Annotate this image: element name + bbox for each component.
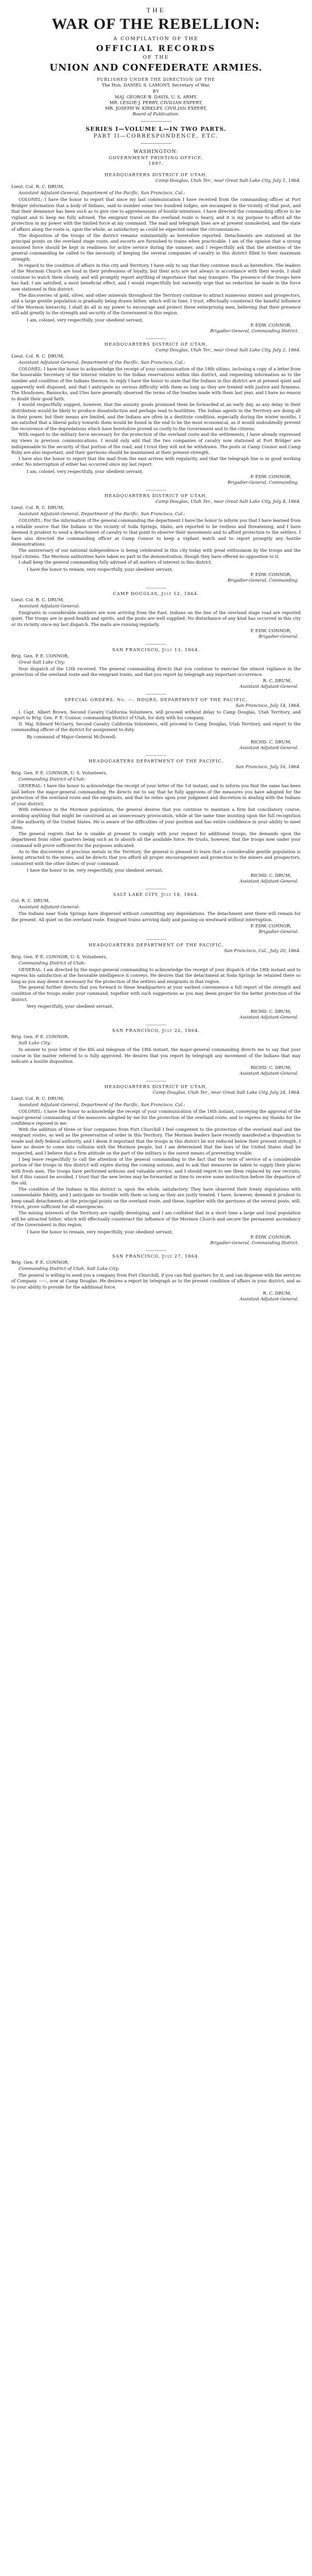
title-main: WAR OF THE REBELLION: [51, 15, 261, 32]
letter-addressee-title: Assistant Adjutant-General: [19, 603, 80, 609]
letter-paragraph: I. Capt. Albert Brown, Second Cavalry California Volunteers, will proceed without delay to Camp Douglas, Utah Territory, and report to Brig. Gen. P. E. Connor, commanding District of Utah, for duty with his company. [11, 709, 301, 721]
letter-dateline: San Francisco, July 16, 1864. [235, 765, 301, 770]
documents-container [11, 173, 301, 1301]
letter-paragraph: COLONEL: I have the honor to acknowledge the receipt of your communication of the 16th instant, conveying the approval of the major-general commanding of the measures adopted by me for the protection of the overland route, and to express my thanks for the confidence reposed in me. [11, 1108, 301, 1126]
letter-heading: CAMP DOUGLAS, July 12, 1864. [113, 591, 199, 597]
letter-addressee-title: Commanding District of Utah: [19, 777, 85, 783]
title-davis: MAJ. GEORGE B. DAVIS, U. S. ARMY, [114, 95, 198, 100]
letter-signature-title: Assistant Adjutant-General. [239, 1070, 299, 1076]
letter-paragraph: GENERAL: I have the honor to acknowledge the receipt of your letter of the 1st instant, and to inform you that the same has been laid before the major-general commanding. He directs me to say that he fully approves of the measures you have adopted for the protection of the overland route and the emigrants, and that he relies upon your judgment and discretion in dealing with the Indians of your district. [11, 783, 301, 806]
title-divider-2 [141, 143, 171, 144]
letter-paragraph: The Indians near Soda Springs have dispersed without committing any depredations. The detachment sent there will remain for the present. All quiet on the overland route. Emigrant trains arriving daily and passing on westward without interruption. [11, 911, 301, 922]
letter-heading: HEADQUARTERS DEPARTMENT OF THE PACIFIC, [88, 759, 224, 765]
letter-paragraph: The general regrets that he is unable at present to comply with your request for additional troops, the demands upon the department from other quarters being such as to absorb all the available force. He trusts, however, that the troops now under your command will prove sufficient for the purposes indicated. [11, 831, 301, 848]
letter-closing: I am, colonel, very respectfully, your obedient servant, [27, 317, 144, 323]
letter-addressee: Lieut. Col. R. C. DRUM, [11, 184, 64, 190]
letter [11, 338, 301, 485]
letter-signature-title: Brigadier-General, Commanding District. [210, 1240, 299, 1245]
letter-signature-title: Assistant Adjutant-General. [239, 745, 299, 751]
letter-heading: HEADQUARTERS DISTRICT OF UTAH, [104, 493, 208, 499]
letter [11, 889, 301, 934]
letter-paragraph: As to the discoveries of precious metals in the Territory, the general is pleased to learn that a considerable gentile population is being attracted to the mines, and he directs that you afford all proper encouragement and protection to the miners and prospectors, consistent with the other duties of your command. [11, 849, 301, 866]
letter-addressee: Lieut. Col. R. C. DRUM, [11, 353, 64, 359]
letter-addressee: Brig. Gen. P. E. CONNOR, [11, 1260, 69, 1265]
letter-signature-title: Assistant Adjutant-General. [239, 878, 299, 884]
letter-dateline: San Francisco, July 14, 1864. [235, 703, 301, 708]
letter-addressee-title: Assistant Adjutant-General, Department of the Pacific, San Francisco, Cal.: [19, 191, 185, 196]
letter-addressee: Lieut. Col. R. C. DRUM, [11, 505, 64, 511]
title-page [11, 6, 301, 166]
letter-paragraph: I beg leave respectfully to call the attention of the general commanding to the fact that the term of service of a considerable portion of the troops in this district will expire during the coming autumn, and to ask that measures be taken to supply their places with fresh men. The troops have performed arduous and valuable service, and I should regret to see them replaced by raw recruits; but if this cannot be avoided, I trust that the new levies may be forwarded in time to receive some instruction before the departure of the old. [11, 1156, 301, 1186]
letter-signature: P. EDW. CONNOR, [250, 572, 291, 578]
letter-signature-title: Brigadier-General, Commanding District. [210, 328, 299, 333]
letter-signature-title: Assistant Adjutant-General. [239, 1296, 299, 1301]
letter-addressee-title: Assistant Adjutant-General: [19, 905, 80, 910]
letter-addressee: Brig. Gen. P. E. CONNOR, U. S. Volunteers, [11, 771, 108, 776]
letter-signature: R. C. DRUM, [263, 678, 291, 684]
letter-signature-title: Brigadier-General. [258, 633, 299, 639]
letter-heading: SALT LAKE CITY, July 18, 1864. [113, 892, 199, 898]
letter-paragraph: The discoveries of gold, silver, and other minerals throughout the Territory continue to attract numerous miners and prospectors, and a large gentile population is gradually being drawn hither, which will in time, I trust, effectually counteract the baneful influence of the Mormon hierarchy. I shall do all in my power to encourage and protect these enterprising men, believing that their presence will add greatly to the strength and security of the Government in this region. [11, 292, 301, 316]
letter-heading: HEADQUARTERS DEPARTMENT OF THE PACIFIC, [88, 942, 224, 948]
letter-heading: SAN FRANCISCO, July 27, 1864. [112, 1253, 200, 1259]
letter-closing: I have the honor to be, very respectfully, your obedient servant, [27, 868, 163, 873]
letter-separator [146, 755, 166, 756]
letter-signature: P. EDW. CONNOR, [250, 1234, 291, 1240]
letter [11, 755, 301, 884]
letter-dateline: Camp Douglas, Utah Ter., near Great Salt Lake City, July 24, 1864. [152, 1090, 301, 1095]
letter-heading: SPECIAL ORDERS, No. —. HDQRS. DEPARTMENT OF THE PACIFIC, [64, 697, 248, 703]
letter-addressee-title: Assistant Adjutant-General, Department of the Pacific, San Francisco, Cal.: [19, 1102, 185, 1108]
letter-signature: R. C. DRUM, [263, 1291, 291, 1296]
letter [11, 644, 301, 689]
letter-signature: RICHD. C. DRUM, [251, 873, 291, 879]
letter-heading: SAN FRANCISCO, July 22, 1864. [112, 1028, 200, 1034]
title-the: THE [146, 6, 166, 14]
letter-paragraph: With the addition of three or four companies from Fort Churchill I feel competent to the protection of the overland mail and the emigrant routes, as well as the preservation of order in this Territory. The Mormon leaders have recently manifested a disposition to evade and defy federal authority, and I deem it important that the troops in this district be not reduced below their present strength. I have no desire to come into collision with the Mormon people, but I am determined that the laws of the United States shall be respected, and I believe that a firm attitude on the part of the military is the surest means of preventing trouble. [11, 1126, 301, 1156]
letter-closing: I have the honor to remain, very respectfully, your obedient servant, [27, 566, 174, 572]
letter-addressee: Lieut. Col. R. C. DRUM, [11, 1096, 64, 1101]
letter-closing: By command of Major-General McDowell: [27, 734, 117, 740]
letter-paragraph: With regard to the military force necessary for the protection of the overland route and the settlements, I have already expressed my views in previous communications. I would only add that the two companies of cavalry now stationed at Fort Bridger are indispensable to the security of that portion of the road, and I trust they will not be withdrawn. The posts at Camp Connor and Camp Ruby are also important, and their garrisons should be maintained at their present strength. [11, 432, 301, 455]
letter-addressee-title: Assistant Adjutant-General, Department of the Pacific, San Francisco, Cal.: [19, 511, 185, 517]
letter-paragraph: The condition of the Indians in this district is, upon the whole, satisfactory. They have observed their treaty stipulations with commendable fidelity, and I anticipate no trouble with them so long as they are justly treated. I have, however, deemed it prudent to keep small detachments at the principal points on the overland route, and these, together with the garrisons at the several posts, will, I trust, prove sufficient for all emergencies. [11, 1186, 301, 1210]
letter-paragraph: The anniversary of our national independence is being celebrated in this city today with great enthusiasm by the troops and the loyal citizens. The Mormon authorities have taken no part in the demonstration, though they have offered no opposition to it. [11, 547, 301, 559]
letter-closing: I have the honor to remain, very respectfully, your obedient servant, [27, 1229, 174, 1234]
letter-separator [146, 644, 166, 645]
letter-signature-title: Assistant Adjutant-General. [239, 1014, 299, 1020]
letter-paragraph: I have also the honor to report that the mail from the east arrives with regularity, and that the telegraph line is in good working order. No interruption of either has occurred since my last report. [11, 455, 301, 467]
title-official: OFFICIAL RECORDS [96, 43, 216, 53]
letter-dateline: San Francisco, Cal., July 20, 1864. [224, 948, 301, 954]
letter-closing: I am, colonel, very respectfully, your obedient servant, [27, 468, 144, 474]
letter-dateline: Camp Douglas, Utah Ter., near Great Salt Lake City, July 1, 1864. [155, 178, 301, 183]
letter [11, 1250, 301, 1301]
letter-addressee-title: Commanding District of Utah, Salt Lake City: [19, 1266, 120, 1272]
title-of-the: OF THE [143, 55, 169, 60]
letter [11, 490, 301, 583]
letter-signature: P. EDW. CONNOR, [250, 474, 291, 480]
title-armies: UNION AND CONFEDERATE ARMIES. [49, 62, 263, 73]
letter [11, 939, 301, 1020]
title-board: Board of Publication. [132, 112, 180, 117]
letter-dateline: Camp Douglas, Utah Ter., near Great Salt Lake City, July 2, 1864. [155, 347, 301, 353]
letter-paragraph: COLONEL: I have the honor to report that since my last communication I have received from the commanding officer at Fort Bridger information that a body of Indians, said to number some two hundred lodges, are encamped in the vicinity of that post, and that their demeanor has been such as to give rise to apprehensions of hostile intentions. I have directed the commanding officer to be vigilant and to keep me fully advised. The emigrant travel on the overland route is heavy, and it is my purpose to afford all the protection in my power with the limited force at my command. The mail and telegraph lines are at present unmolested, and the state of affairs along the route is, upon the whole, as satisfactory as could be expected under the circumstances. [11, 197, 301, 232]
letter-paragraph: The mining interests of the Territory are rapidly developing, and I am confident that in a short time a large and loyal population will be attracted hither, which will effectually counteract the influence of the Mormon Church and secure the permanent ascendancy of the Government in this region. [11, 1210, 301, 1228]
letter-paragraph: I would respectfully suggest, however, that the annuity goods promised them be forwarded at an early day, as any delay in their distribution would be likely to produce dissatisfaction and perhaps lead to hostilities. The Indian agents in the Territory are doing all in their power, but their means are limited, and the Indians are often in a destitute condition, especially during the winter months. I am satisfied that a liberal policy towards them would be found in the end to be the most economical, as it would undoubtedly prevent the recurrence of the depredations which have heretofore proved so costly to the Government and to the citizens. [11, 402, 301, 431]
letter-signature: RICHD. C. DRUM, [251, 740, 291, 745]
letter-addressee-title: Commanding District of Utah: [19, 960, 85, 966]
letter-separator [146, 939, 166, 940]
letter [11, 1025, 301, 1076]
letter-addressee-title: Salt Lake City: [19, 1041, 51, 1046]
title-gpo: GOVERNMENT PRINTING OFFICE. [109, 156, 203, 161]
letter-signature: P. EDW. CONNOR, [250, 923, 291, 929]
title-kirkley: MR. JOSEPH W. KIRKLEY, CIVILIAN EXPERT, [105, 106, 207, 111]
letter-signature-title: Assistant Adjutant-General. [239, 683, 299, 689]
letter-separator [146, 1250, 166, 1251]
title-compilation: A COMPILATION OF THE [113, 36, 199, 42]
letter-separator [146, 338, 166, 339]
letter [11, 1081, 301, 1245]
title-published-under: PUBLISHED UNDER THE DIRECTION OF THE [97, 77, 215, 82]
letter-paragraph: In answer to your letter of the 4th and telegram of the 18th instant, the major-general commanding directs me to say that your course in the matter referred to is fully approved. He desires that you report by telegraph any movement of the Indians that may indicate a hostile disposition. [11, 1047, 301, 1064]
title-by: BY [152, 89, 160, 94]
letter [11, 173, 301, 333]
letter-signature: P. EDW. CONNOR, [250, 628, 291, 634]
letter-closing: Very respectfully, your obedient servant, [27, 1004, 114, 1009]
letter-heading: HEADQUARTERS DISTRICT OF UTAH, [104, 1084, 208, 1090]
letter-addressee-title: Assistant Adjutant-General, Department of the Pacific, San Francisco, Cal.: [19, 360, 185, 365]
letter-paragraph: II. Maj. Edward McGarry, Second Cavalry California Volunteers, will proceed to Camp Douglas, Utah Territory, and report to the commanding officer of the district for assignment to duty. [11, 721, 301, 733]
letter-heading: HEADQUARTERS DISTRICT OF UTAH, [104, 173, 208, 178]
letter-addressee: Brig. Gen. P. E. CONNOR, U. S. Volunteers, [11, 954, 108, 960]
letter-paragraph: With reference to the Mormon population, the general desires that you continue to maintain a firm but conciliatory course, avoiding anything that might be construed as an unnecessary provocation, while at the same time insisting upon the full recognition of the authority of the United States. He is aware of the difficulties of your position and has entire confidence in your ability to meet them. [11, 807, 301, 831]
letter-heading: HEADQUARTERS DISTRICT OF UTAH, [104, 342, 208, 347]
letter-paragraph: COLONEL: For the information of the general commanding the department I have the honor to inform you that I have learned from a reliable source that the Indians in the vicinity of Soda Springs, Idaho, are reported to be restless and threatening, and I have deemed it prudent to send a detachment of cavalry to that point to observe their movements and to afford protection to the settlers. I have also directed the commanding officer at Camp Connor to keep a vigilant watch and to report promptly any hostile demonstrations. [11, 517, 301, 547]
title-secretary: The Hon. DANIEL S. LAMONT, Secretary of War, [101, 83, 211, 88]
letter [11, 694, 301, 750]
letter-dateline: Camp Douglas, Utah Ter., near Great Salt Lake City, July 4, 1864. [155, 499, 301, 504]
title-washington: WASHINGTON: [133, 149, 179, 155]
letter-signature: RICHD. C. DRUM, [251, 1065, 291, 1071]
letter-addressee: Brig. Gen. P. E. CONNOR, [11, 1035, 69, 1040]
letter-paragraph: COLONEL: I have the honor to acknowledge the receipt of your communication of the 18th ultimo, inclosing a copy of a letter from the honorable Secretary of the Interior relative to the Indian reservations within this district, and requesting information as to the number and condition of the Indians thereon. In reply I have the honor to state that the Indians in this district are at present quiet and apparently well disposed, and that I anticipate no serious difficulty with them so long as they are treated with justice and firmness. The Shoshones, Bannocks, and Utes have generally observed the terms of the treaties made with them last year, and I have no reason to doubt their good faith. [11, 366, 301, 401]
letter-paragraph: The disposition of the troops of the district remains substantially as heretofore reported. Detachments are stationed at the principal points on the overland stage route, and escorts are furnished to trains when practicable. I am of the opinion that a strong mounted force should be kept in readiness for active service during the summer, and I respectfully ask that the attention of the general commanding be called to the necessity of keeping the several companies of cavalry in this district filled to their maximum strength. [11, 232, 301, 262]
title-year: 1897. [148, 161, 164, 166]
letter-paragraph: The general is willing to send you a company from Fort Churchill, if you can find quarters for it, and can dispense with the services of Company ——, now at Camp Douglas. He desires a report by telegraph as to the present condition of affairs in your district, and as to your ability to provide for the additional force. [11, 1272, 301, 1290]
letter-signature: P. EDW. CONNOR, [250, 323, 291, 328]
letter-paragraph: Your dispatch of the 12th received. The general commanding directs that you continue to exercise the utmost vigilance in the protection of the overland route and the emigrant trains, and that you report by telegraph any important occurrence. [11, 666, 301, 677]
letter-addressee: Lieut. Col. R. C. DRUM, [11, 597, 64, 603]
letter-addressee: Col. R. C. DRUM, [11, 899, 50, 904]
title-perry: MR. LESLIE J. PERRY, CIVILIAN EXPERT, [109, 100, 203, 106]
letter-paragraph: I shall keep the general commanding fully advised of all matters of interest in this district. [19, 560, 213, 565]
letter-paragraph: The general further directs that you forward to these headquarters at your earliest convenience a full report of the strength and condition of the troops under your command, together with such suggestions as you may deem proper for the better protection of the district. [11, 985, 301, 1002]
letter-paragraph: Emigrants in considerable numbers are now arriving from the East. Indians on the line of the overland stage road are reported quiet. The troops are in good health and spirits, and the posts are well supplied. No disturbance of any kind has occurred in this city or its vicinity since my last dispatch. The mails are running regularly. [11, 609, 301, 627]
title-part: PART II—CORRESPONDENCE, ETC. [93, 133, 219, 139]
letter-heading: SAN FRANCISCO, July 13, 1864. [112, 647, 200, 653]
letter-addressee: Brig. Gen. P. E. CONNOR, [11, 653, 69, 659]
letter-addressee-title: Great Salt Lake City: [19, 659, 65, 665]
letter-signature-title: Brigadier-General, Commanding. [227, 479, 299, 485]
letter-signature: RICHD. C. DRUM, [251, 1009, 291, 1015]
letter-signature-title: Brigadier-General, Commanding. [227, 577, 299, 583]
letter-paragraph: GENERAL: I am directed by the major-general commanding to acknowledge the receipt of your dispatch of the 18th instant and to express his satisfaction at the favorable intelligence it conveys. He desires that the detachment at Soda Springs be retained there so long as you may deem it necessary for the protection of the settlers and emigrants in that region. [11, 967, 301, 984]
letter-signature-title: Brigadier-General. [258, 928, 299, 934]
title-divider [141, 121, 171, 122]
letter [11, 588, 301, 639]
letter-paragraph: In regard to the condition of affairs in this city and Territory, I have only to say that they continue much as heretofore. The leaders of the Mormon Church are loud in their professions of loyalty, but their acts are not always in accordance with their words. I shall continue to watch them closely, and will promptly report anything of importance that may transpire. The presence of the troops here has had, I am satisfied, a most beneficial effect, and I would respectfully but earnestly urge that no reduction be made in the force now stationed in this district. [11, 262, 301, 292]
title-series: SERIES I—VOLUME L—IN TWO PARTS. [85, 126, 227, 132]
